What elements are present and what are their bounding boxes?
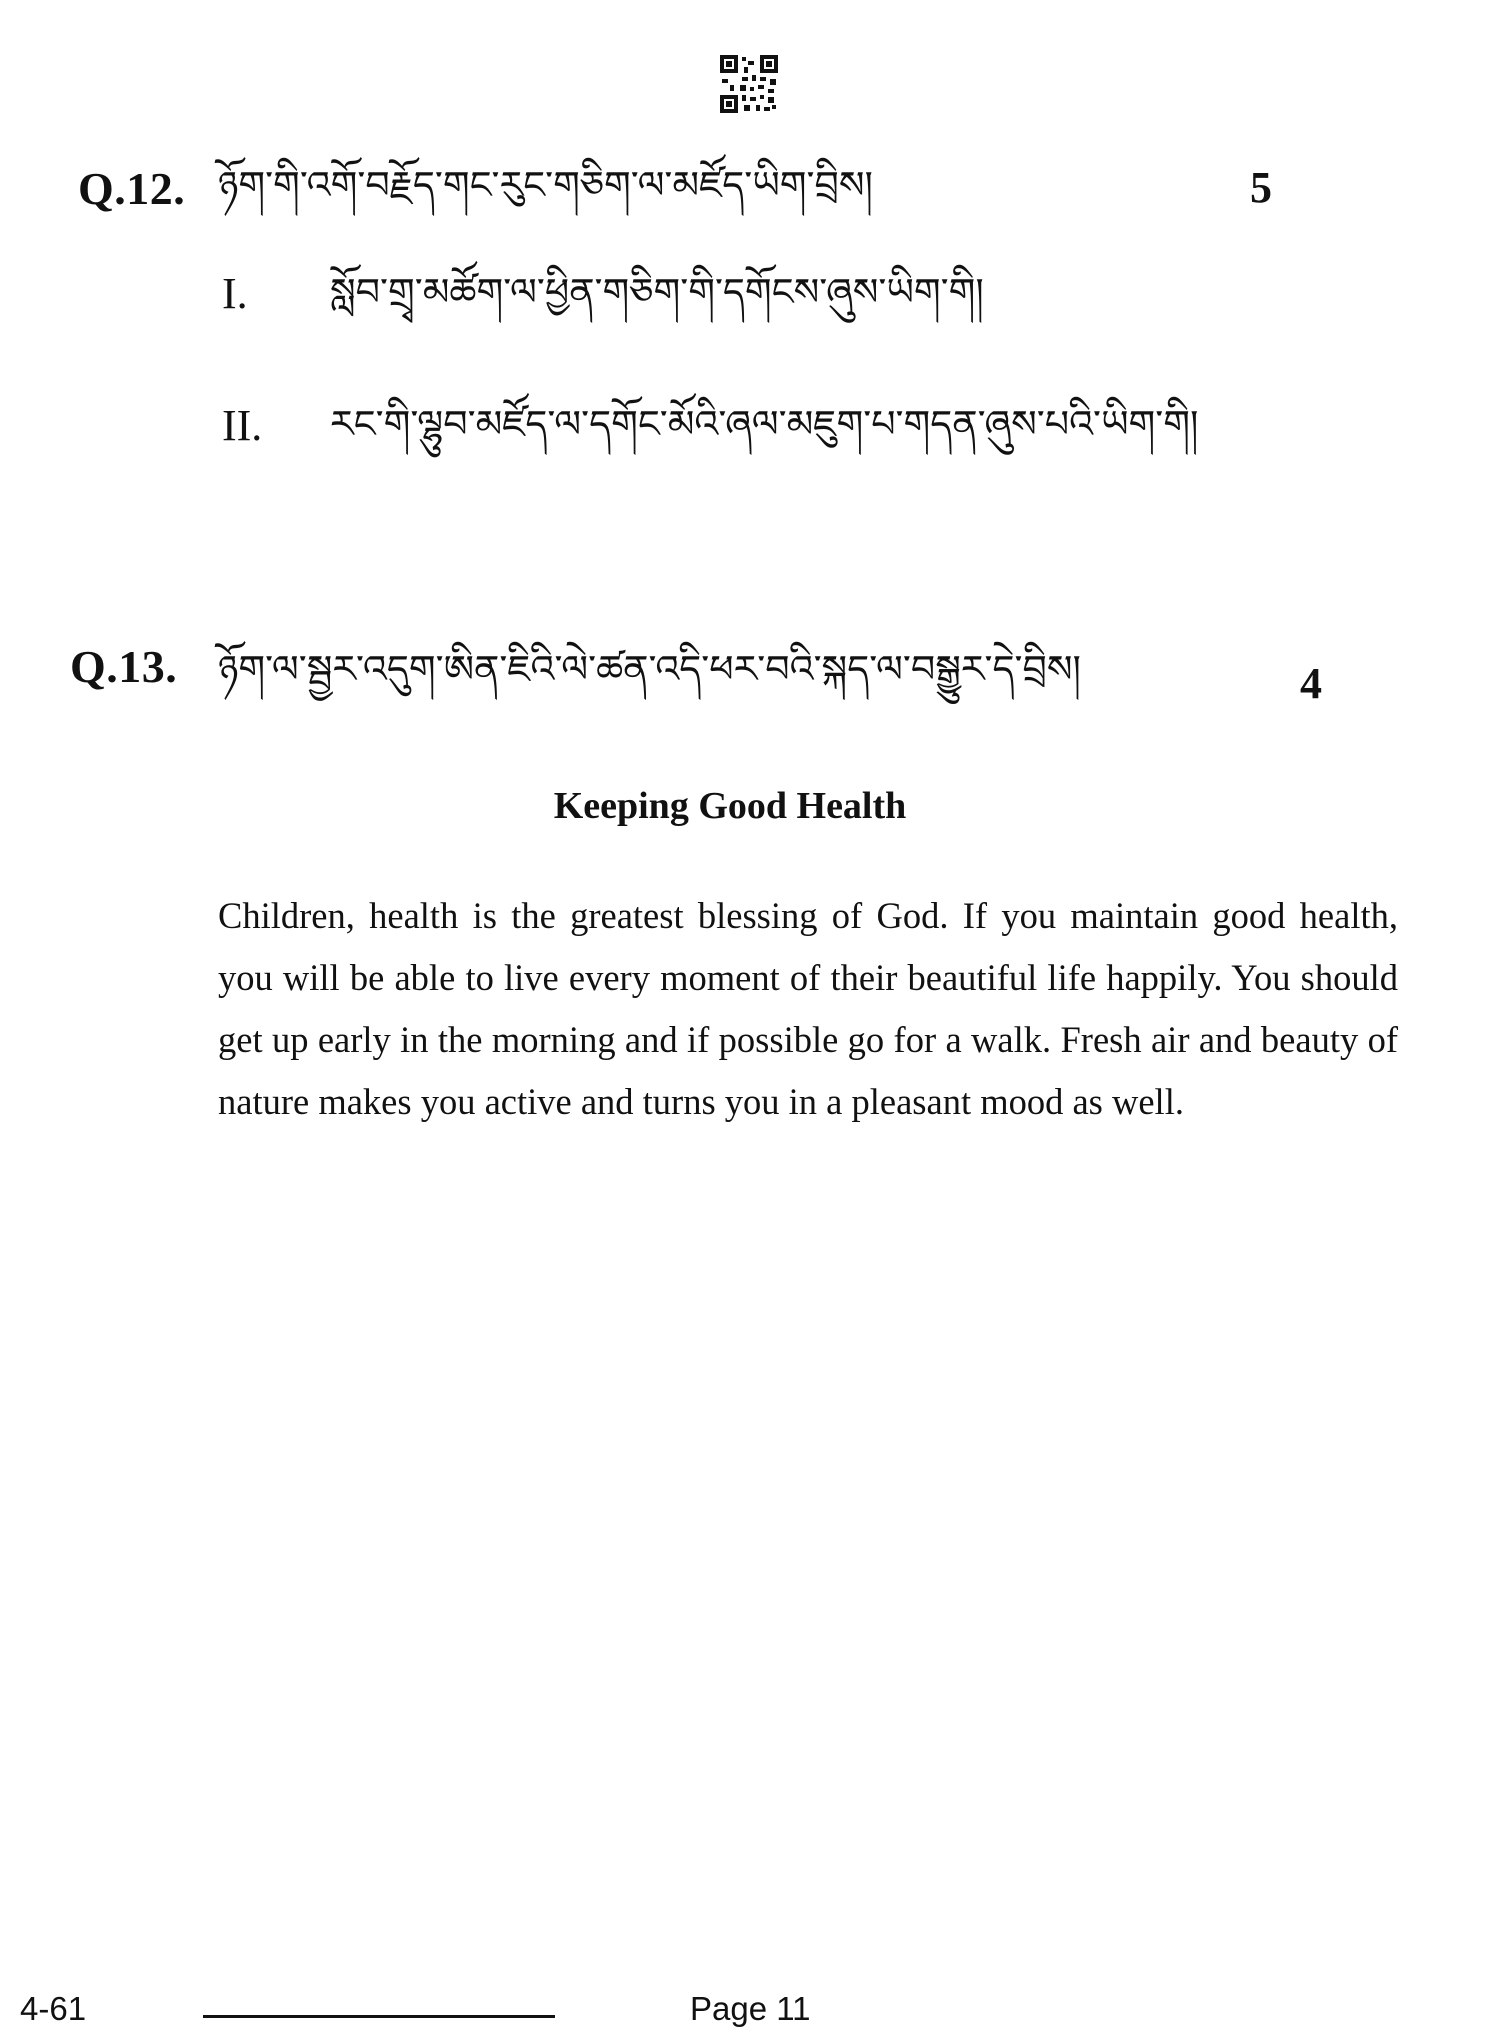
question-number-13: Q.13. (70, 641, 178, 692)
option-label-ii: II. (222, 401, 263, 450)
footer-code: 4-61 (20, 1990, 87, 2027)
option-text-ii: རང་གི་ལྷུབ་མཛོད་ལ་དགོང་མོའི་ཞལ་མཇུག་པ་གདན་ཞུས་པའི་ཡིག་གི། (330, 402, 1199, 446)
option-text-i: སློབ་གྲྭ་མཚོག་ལ་ཕྱིན་གཅིག་གི་དགོངས་ཞུས་ཡིག་གི། (330, 270, 984, 314)
question-marks-12: 5 (1250, 163, 1272, 212)
question-marks-13: 4 (1300, 659, 1322, 708)
question-text-13: ཉོག་ལ་སྦྱར་འདུག་ཨིན་ཇིའི་ལེ་ཚན་འདི་ཕར་བའི་སྐད་ལ་བསྒྱུར་དེ་བྲིས། (218, 647, 1081, 691)
qr-code-icon (720, 55, 778, 113)
option-label-i: I. (222, 269, 248, 318)
page-number: Page 11 (690, 1990, 811, 2027)
passage-title: Keeping Good Health (553, 785, 907, 827)
question-text-12: ཉོག་གི་འགོ་བརྗོད་གང་རུང་གཅིག་ལ་མཛོད་ཡིག་བྲིས། (218, 163, 873, 207)
passage-body: Children, health is the greatest blessing of God. If you maintain good health, you will be able to live every moment of their beautiful life happily. You should get up early in the morning and if possible go for a walk. Fresh air and beauty of nature makes you active and turns you in a pleasant mood as well. (218, 895, 1398, 1122)
footer-divider (203, 2015, 555, 2018)
question-number-12: Q.12. (78, 163, 186, 214)
